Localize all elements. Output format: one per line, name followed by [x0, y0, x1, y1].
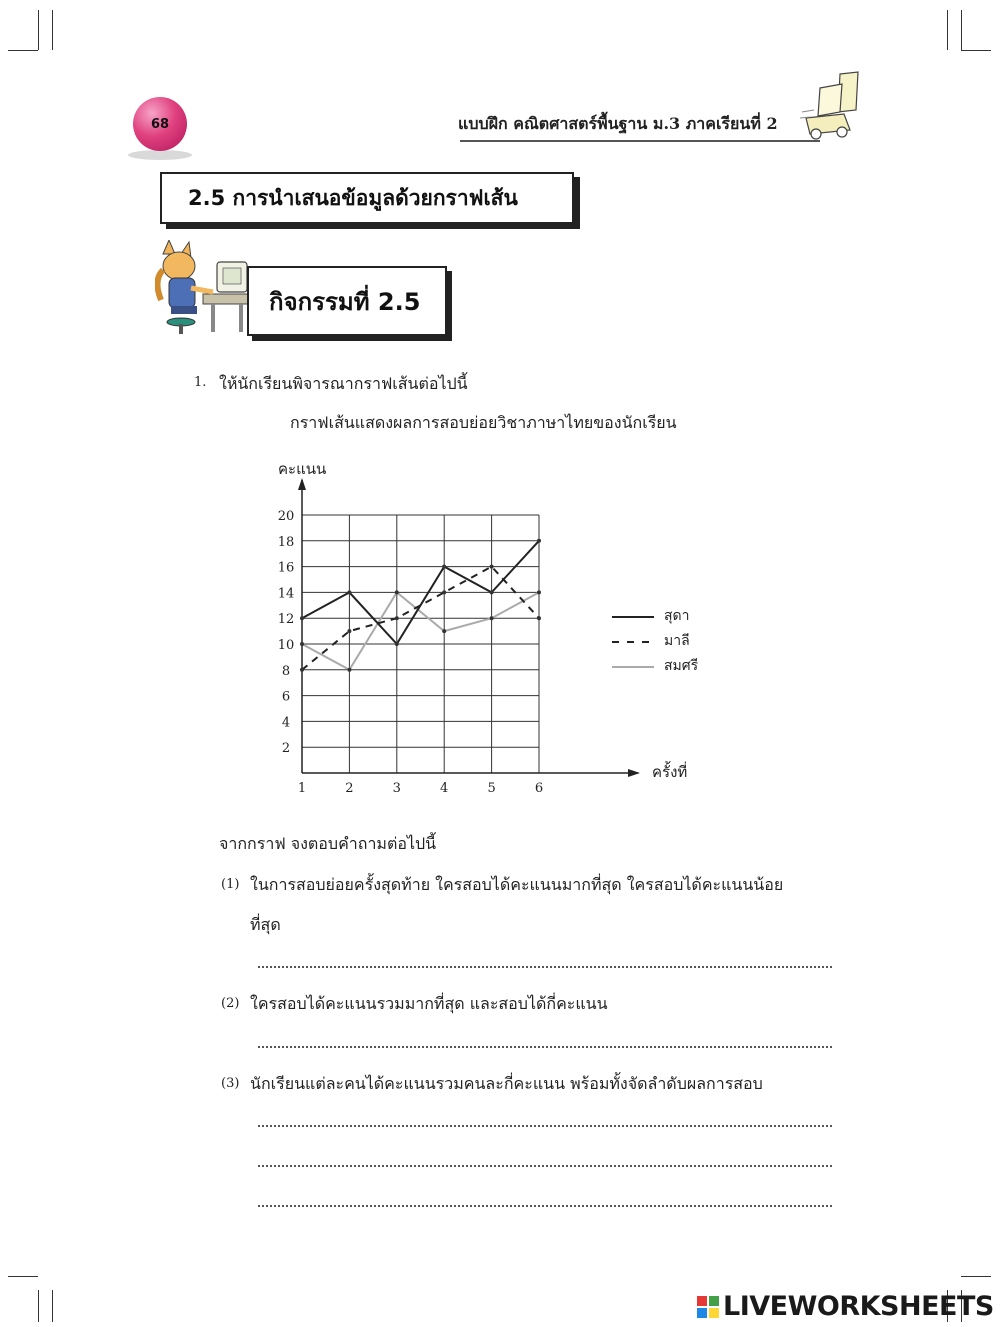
sub-question-number: (1) — [221, 877, 240, 892]
x-tick-label: 6 — [534, 781, 544, 796]
sub-question-text: นักเรียนแต่ละคนได้คะแนนรวมคนละกี่คะแนน พร้อมทั้งจัดลำดับผลการสอบ — [250, 1074, 763, 1093]
logo-text: LIVEWORKSHEETS — [723, 1291, 994, 1322]
legend-label: มาลี — [664, 633, 690, 649]
vacuum-illustration — [800, 70, 862, 142]
data-point — [442, 565, 446, 569]
answer-line[interactable] — [258, 1125, 832, 1127]
legend-label: สุดา — [664, 608, 690, 624]
y-axis-label: คะแนน — [278, 460, 327, 478]
crop-mark — [947, 10, 948, 50]
chart-caption: กราฟเส้นแสดงผลการสอบย่อยวิชาภาษาไทยของนักเรียน — [290, 413, 677, 432]
data-point — [490, 565, 494, 569]
section-title: 2.5 การนำเสนอข้อมูลด้วยกราฟเส้น — [188, 185, 518, 210]
data-point — [490, 616, 494, 620]
y-tick-label: 16 — [277, 560, 295, 576]
crop-mark — [52, 10, 53, 50]
data-point — [347, 668, 351, 672]
y-tick-label: 8 — [281, 663, 291, 679]
liveworksheets-logo[interactable] — [697, 1291, 994, 1322]
data-point — [395, 616, 399, 620]
activity-title-box — [247, 266, 447, 336]
question-number: 1. — [194, 375, 207, 390]
page-number-badge — [133, 97, 187, 151]
line-chart — [260, 450, 720, 805]
x-tick-label: 2 — [345, 781, 354, 796]
crop-mark — [961, 50, 991, 51]
crop-mark — [8, 1276, 38, 1277]
legend-label: สมศรี — [664, 658, 699, 674]
x-tick-label: 1 — [297, 781, 307, 796]
logo-tiles-icon — [697, 1296, 719, 1318]
x-axis-label: ครั้งที่ — [652, 763, 688, 781]
data-point — [442, 590, 446, 594]
sub-question-text: ในการสอบย่อยครั้งสุดท้าย ใครสอบได้คะแนนมากที่สุด ใครสอบได้คะแนนน้อย — [250, 875, 784, 894]
x-tick-label: 4 — [440, 781, 449, 796]
y-tick-label: 2 — [281, 741, 291, 757]
data-point — [300, 668, 304, 672]
data-point — [395, 590, 399, 594]
header-rule — [460, 140, 820, 142]
y-tick-label: 6 — [281, 689, 291, 705]
y-tick-label: 18 — [277, 534, 295, 550]
data-point — [537, 539, 541, 543]
data-point — [300, 616, 304, 620]
book-title: แบบฝึก คณิตศาสตร์พื้นฐาน ม.3 ภาคเรียนที่ 2 — [458, 114, 778, 133]
y-tick-label: 14 — [277, 586, 295, 602]
data-point — [537, 590, 541, 594]
chart-grid — [302, 515, 539, 773]
sub-question-text: ใครสอบได้คะแนนรวมมากที่สุด และสอบได้กี่คะแนน — [250, 994, 608, 1013]
data-point — [300, 642, 304, 646]
question-text: ให้นักเรียนพิจารณากราฟเส้นต่อไปนี้ — [219, 374, 468, 393]
sub-question-number: (3) — [221, 1076, 240, 1091]
crop-mark — [8, 50, 38, 51]
data-point — [490, 590, 494, 594]
sub-question-number: (2) — [221, 996, 240, 1011]
page-number: 68 — [150, 116, 170, 132]
answer-line[interactable] — [258, 1046, 832, 1048]
y-tick-label: 20 — [277, 509, 295, 524]
crop-mark — [38, 10, 39, 50]
questions-intro: จากกราฟ จงตอบคำถามต่อไปนี้ — [219, 834, 437, 853]
data-point — [442, 629, 446, 633]
activity-title: กิจกรรมที่ 2.5 — [269, 287, 421, 316]
answer-line[interactable] — [258, 1165, 832, 1167]
y-tick-label: 10 — [277, 638, 295, 653]
crop-mark — [52, 1290, 53, 1322]
data-point — [347, 629, 351, 633]
sub-question-text-continued: ที่สุด — [250, 915, 281, 934]
answer-line[interactable] — [258, 1205, 832, 1207]
y-tick-label: 4 — [281, 715, 291, 731]
page-badge-shadow — [128, 150, 192, 160]
data-point — [537, 616, 541, 620]
section-title-box — [160, 172, 574, 224]
answer-line[interactable] — [258, 966, 832, 968]
crop-mark — [961, 10, 962, 50]
x-tick-label: 5 — [487, 781, 496, 796]
y-tick-label: 12 — [277, 612, 295, 628]
data-point — [395, 642, 399, 646]
x-axis-arrow — [628, 769, 640, 777]
data-point — [347, 590, 351, 594]
crop-mark — [38, 1290, 39, 1322]
x-tick-label: 3 — [392, 781, 401, 796]
crop-mark — [961, 1276, 991, 1277]
cat-at-computer-illustration — [155, 240, 255, 336]
y-axis-arrow — [298, 478, 306, 490]
